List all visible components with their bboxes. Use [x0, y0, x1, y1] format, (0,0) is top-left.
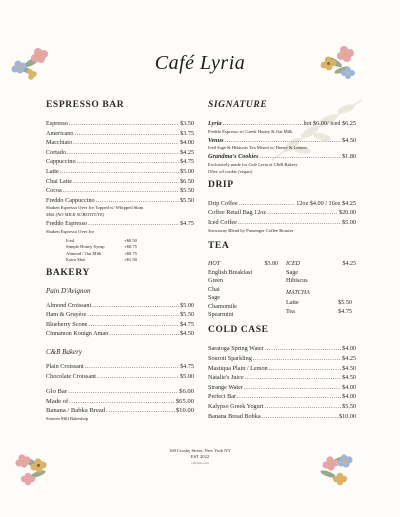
menu-title: Café Lyria — [154, 52, 246, 74]
signature-title: SIGNATURE — [208, 100, 268, 110]
lyria-desc: Freddo Espresso w/ Greek Honey & Oat Milk — [208, 128, 293, 134]
freddo-cappuccino-desc-2: Milk (NO MILK SUBSTITUTE) — [46, 212, 105, 218]
grandma-desc-2: Olive oil cookie (vegan) — [208, 168, 253, 174]
drip-list — [208, 199, 356, 228]
menu-item: Natalie's Juice ..... $4.50 — [208, 373, 356, 383]
menu-item: Souroti Sparkling ..... $4.25 — [208, 354, 356, 364]
tea-item: Spearmint — [208, 311, 234, 318]
addon-item: Iced +$0.50 — [66, 237, 137, 243]
left-column — [46, 100, 194, 423]
tea-hot-label: HOT — [208, 260, 221, 267]
grandma-desc: Exclusively made for Cafe Lyria at C&B Bakery — [208, 161, 298, 167]
menu-item: Cappuccino ..... $4.75 — [46, 157, 194, 167]
menu-item: Cocoa ..... $5.50 — [46, 186, 194, 196]
tea-hot-price: $3.80 — [264, 260, 278, 267]
matcha-item: Tea $4.75 — [286, 307, 352, 315]
menu-item: Banana Bread Bobka ..... $10.00 — [208, 412, 356, 422]
menu-item: Kalypso Greek Yogurt ..... $5.50 — [208, 402, 356, 412]
menu-item: Banana / Babka Bread ..... $10.00 — [46, 406, 194, 416]
tea-item: Hibiscus — [286, 277, 308, 285]
other-bakery-list — [46, 387, 194, 416]
menu-item: Saratoga Spring Water ..... $4.00 — [208, 344, 356, 354]
matcha-item: Latte $5.50 — [286, 299, 352, 307]
cold-case-list — [208, 344, 356, 421]
menu-item: Almond Croissant ..... $5.00 — [46, 301, 194, 311]
tea-item: Sage — [208, 294, 221, 302]
espresso-list — [46, 119, 194, 205]
menu-item: Blueberry Scone ..... $4.75 — [46, 320, 194, 330]
menu-item: Lyria ..... hot $6.00/ iced $6.25 — [208, 119, 356, 129]
tea-iced-price: $4.25 — [342, 260, 356, 267]
menu-item: Venus ..... $4.50 — [208, 136, 356, 146]
tea-item: Sage — [286, 268, 299, 276]
tea-item: Green — [208, 277, 224, 285]
menu-item: Grandma's Cookies ..... $1.80 — [208, 152, 356, 162]
pain-list — [46, 301, 194, 339]
menu-item: Made of ..... $65.00 — [46, 397, 194, 407]
menu-item: Mastiqua Plain / Lemon ..... $4.50 — [208, 364, 356, 374]
menu-item: Perfect Bar ..... $4.00 — [208, 392, 356, 402]
espresso-bar-title: ESPRESSO BAR — [46, 100, 125, 110]
footer-address: 160 Crosby Street, New York NY — [169, 448, 231, 453]
cb-list — [46, 362, 194, 381]
tea-item: English Breakfast — [208, 268, 253, 276]
venus-desc: Iced Sage & Hibiscus Tea Mixed w/ Honey & Lemon — [208, 145, 307, 151]
footer-est: EST 2022 — [190, 454, 210, 459]
freddo-espresso-desc: Shaken Espresso Over Ice — [46, 228, 95, 234]
bakery-title: BAKERY — [46, 267, 90, 278]
menu-item: Coffee Retail Bag 12oz ..... $20.00 — [208, 208, 356, 218]
addon-item: Extra Shot +$1.50 — [66, 257, 137, 263]
menu-item: Cortado ..... $4.25 — [46, 148, 194, 158]
drip-desc: Stowaway Blend by Passenger Coffee Roaster — [208, 227, 294, 233]
tea-iced-column — [278, 260, 356, 320]
matcha-label: MATCHA — [286, 289, 310, 296]
menu-item: Plain Croissant ..... $4.75 — [46, 362, 194, 372]
addon-item: Simple Honey Syrup +$0.75 — [66, 244, 137, 250]
menu-item: Cinnamon Kouign Aman ..... $4.50 — [46, 329, 194, 339]
tea-title: TEA — [208, 240, 230, 251]
menu-item: Strange Water ..... $4.00 — [208, 383, 356, 393]
freddo-cappuccino-desc: Shaken Espresso Over Ice Topped w/ Whipped Skim — [46, 205, 144, 211]
tea-grid — [208, 260, 356, 320]
menu-item: Freddo Espresso ..... $4.75 — [46, 219, 194, 229]
footer-tiny: cafelyria.com — [191, 461, 209, 465]
tea-item: Chai — [208, 285, 220, 293]
cb-bakery-title: C&B Bakery — [46, 347, 82, 356]
addon-item: Almond / Oat Milk +$0.75 — [66, 250, 137, 256]
menu-item: Ham & Gruyère ..... $5.50 — [46, 310, 194, 320]
tea-item: Chamomile — [208, 302, 237, 310]
drip-title: DRIP — [208, 179, 234, 190]
addons-list — [66, 238, 194, 264]
menu-item: Iced Coffee ..... $5.00 — [208, 218, 356, 228]
menu-item: Chai Latte ..... $6.50 — [46, 177, 194, 187]
pain-davignon-title: Pain D'Avignon — [46, 286, 91, 295]
menu-item: Freddo Cappuccino ..... $5.50 — [46, 196, 194, 206]
menu-item: Espresso ..... $3.50 — [46, 119, 194, 129]
sixteen-mill-desc: Sixteen Mill Bakeshop — [46, 415, 89, 421]
menu-item: Macchiato ..... $4.00 — [46, 138, 194, 148]
menu-item: Glo Bar ..... $6.00 — [46, 387, 194, 397]
right-column — [208, 100, 356, 421]
cold-case-title: COLD CASE — [208, 325, 269, 336]
menu-item: Chocolate Croissant ..... $5.00 — [46, 372, 194, 382]
tea-iced-label: ICED — [286, 260, 300, 267]
footer — [0, 448, 400, 466]
menu-item: Americano ..... $3.75 — [46, 129, 194, 139]
menu-item: Drip Coffee ..... 12oz $4.00 / 16oz $4.25 — [208, 199, 356, 209]
tea-hot-column — [208, 260, 278, 320]
menu-item: Latte ..... $5.00 — [46, 167, 194, 177]
